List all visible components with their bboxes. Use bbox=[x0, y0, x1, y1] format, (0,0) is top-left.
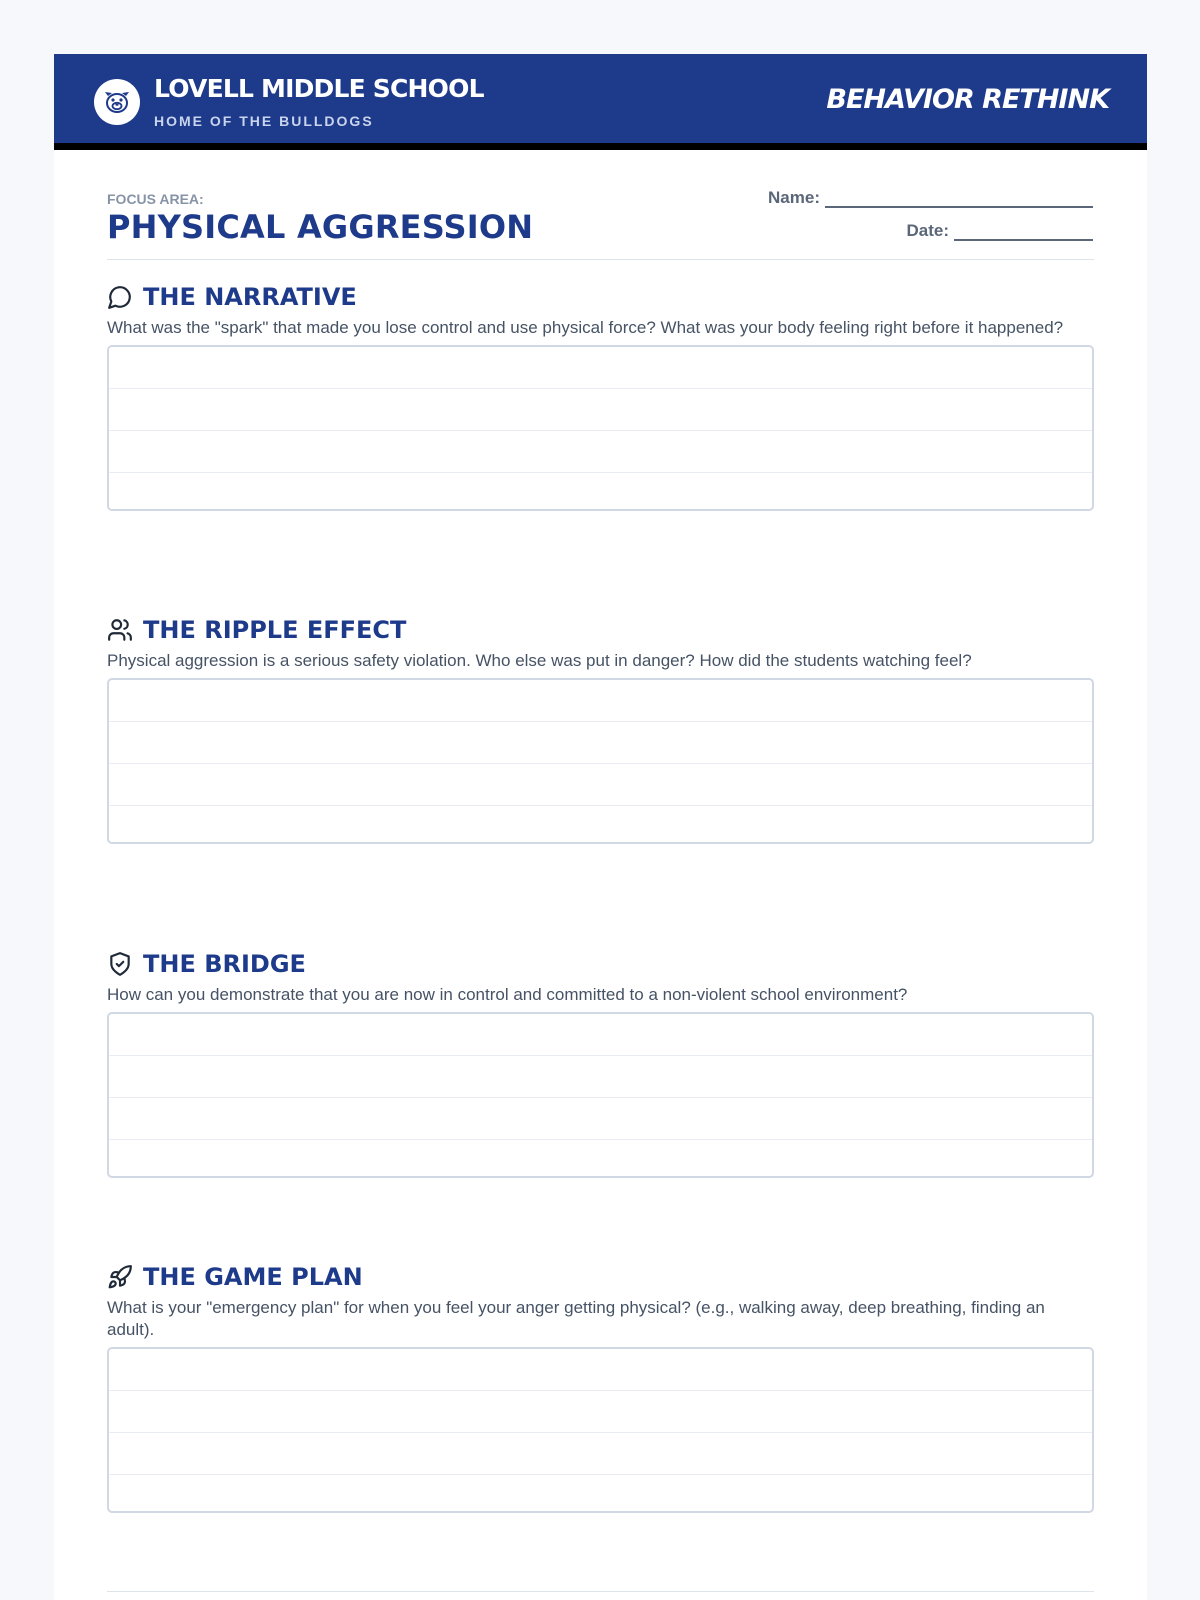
answer-box[interactable] bbox=[107, 678, 1094, 844]
section-narrative bbox=[107, 282, 1094, 511]
section-header bbox=[107, 282, 1094, 312]
date-blank-line[interactable] bbox=[954, 225, 1093, 241]
users-icon bbox=[107, 617, 133, 643]
section-prompt: What is your "emergency plan" for when you feel your anger getting physical? (e.g., walking away, deep breathing, finding an adult). bbox=[107, 1298, 1045, 1339]
name-field[interactable] bbox=[768, 188, 1093, 208]
section-title: THE NARRATIVE bbox=[143, 283, 357, 311]
section-game-plan bbox=[107, 1262, 1094, 1513]
rocket-icon bbox=[107, 1264, 133, 1290]
answer-box[interactable] bbox=[107, 345, 1094, 511]
section-title: THE GAME PLAN bbox=[143, 1263, 363, 1291]
program-title: BEHAVIOR RETHINK bbox=[826, 84, 1109, 115]
school-name: LOVELL MIDDLE SCHOOL bbox=[154, 74, 484, 103]
section-bridge bbox=[107, 949, 1094, 1178]
name-label: Name: bbox=[768, 188, 820, 207]
header-divider bbox=[107, 259, 1094, 260]
shield-check-icon bbox=[107, 951, 133, 977]
school-tagline: HOME OF THE BULLDOGS bbox=[154, 113, 374, 129]
focus-area-label: FOCUS AREA: bbox=[107, 191, 204, 207]
date-field[interactable] bbox=[906, 221, 1093, 241]
section-prompt: What was the "spark" that made you lose control and use physical force? What was your body feeling right before it happened? bbox=[107, 318, 1064, 337]
section-title: THE BRIDGE bbox=[143, 950, 306, 978]
focus-area-title: PHYSICAL AGGRESSION bbox=[107, 208, 534, 246]
school-logo bbox=[94, 79, 140, 125]
section-prompt: How can you demonstrate that you are now in control and committed to a non-violent school environment? bbox=[107, 985, 908, 1004]
speech-bubble-icon bbox=[107, 284, 133, 310]
section-header bbox=[107, 1262, 1094, 1292]
section-header bbox=[107, 615, 1094, 645]
date-label: Date: bbox=[906, 221, 949, 240]
answer-box[interactable] bbox=[107, 1012, 1094, 1178]
section-title: THE RIPPLE EFFECT bbox=[143, 616, 407, 644]
section-ripple-effect bbox=[107, 615, 1094, 844]
header-banner bbox=[54, 54, 1147, 150]
name-blank-line[interactable] bbox=[825, 192, 1093, 208]
section-prompt: Physical aggression is a serious safety violation. Who else was put in danger? How did the students watching feel? bbox=[107, 651, 972, 670]
footer-divider bbox=[107, 1591, 1094, 1592]
section-header bbox=[107, 949, 1094, 979]
bulldog-icon bbox=[102, 87, 132, 117]
answer-box[interactable] bbox=[107, 1347, 1094, 1513]
worksheet-page bbox=[54, 54, 1147, 1600]
